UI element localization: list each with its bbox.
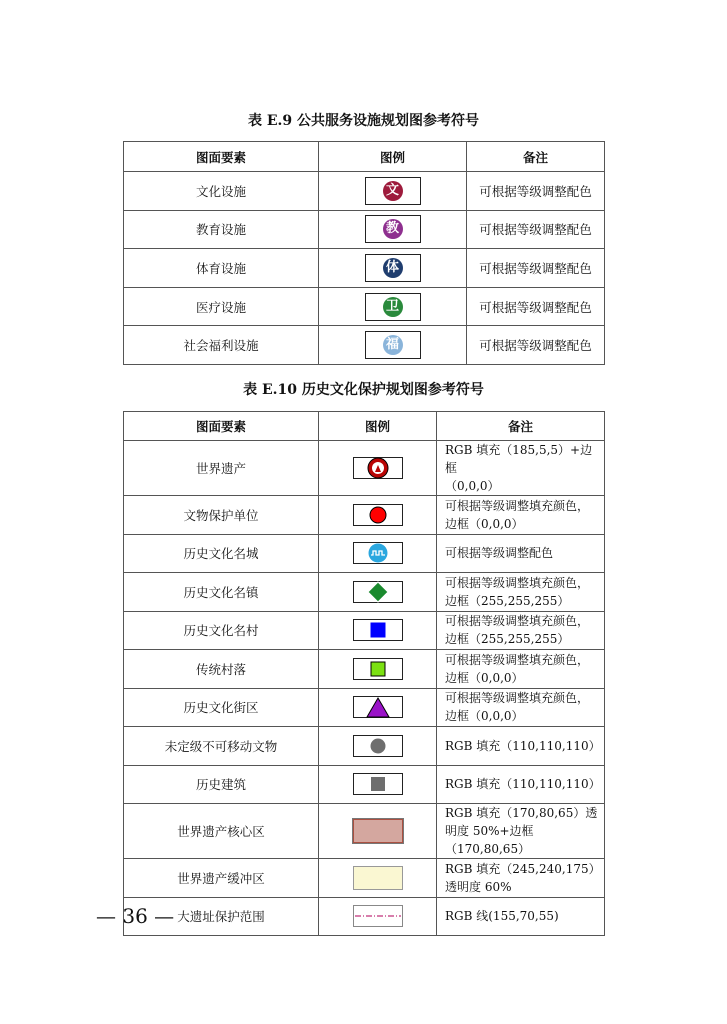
remark: 可根据等级调整配色	[467, 249, 605, 288]
table-row	[124, 573, 605, 612]
table-row	[124, 611, 605, 650]
remark-line-1: 可根据等级调整填充颜色，	[445, 498, 590, 513]
legend-box	[353, 658, 403, 680]
remark-line-1: 可根据等级调整填充颜色，	[445, 575, 590, 590]
element-name: 传统村落	[124, 650, 319, 689]
header-remark: 备注	[437, 412, 605, 441]
core-zone-swatch-icon	[353, 819, 403, 843]
legend-box	[353, 457, 403, 479]
remark-line-1: 可根据等级调整填充颜色，	[445, 691, 590, 706]
element-name: 历史文化街区	[124, 688, 319, 727]
remark-line-1: 可根据等级调整填充颜色，	[445, 614, 590, 629]
remark-line-2: （0,0,0）	[445, 479, 500, 493]
remark	[437, 573, 605, 612]
legend-cell	[319, 172, 467, 211]
page-number: — 36 —	[96, 904, 175, 928]
legend-box	[353, 581, 403, 603]
legend-cell	[319, 650, 437, 689]
element-name: 体育设施	[124, 249, 319, 288]
header-element: 图面要素	[124, 412, 319, 441]
facility-symbol-icon: 体	[383, 258, 403, 278]
remark-line-2: 边框（0,0,0）	[445, 516, 524, 531]
remark-line-2: 边框（0,0,0）	[445, 709, 524, 724]
table-row	[124, 897, 605, 936]
remark-line-1: 可根据等级调整填充颜色，	[445, 652, 590, 667]
element-name: 历史文化名镇	[124, 573, 319, 612]
remark	[437, 534, 605, 573]
table-row	[124, 688, 605, 727]
remark	[437, 859, 605, 898]
legend-cell	[319, 326, 467, 365]
element-name: 世界遗产	[124, 441, 319, 496]
element-name: 教育设施	[124, 210, 319, 249]
legend-cell	[319, 897, 437, 936]
table-row	[124, 249, 605, 288]
table-row	[124, 496, 605, 535]
legend-cell	[319, 496, 437, 535]
legend-cell	[319, 804, 437, 859]
header-element: 图面要素	[124, 142, 319, 172]
header-remark: 备注	[467, 142, 605, 172]
table2-caption: 表 E.10 历史文化保护规划图参考符号	[243, 382, 484, 398]
element-name: 世界遗产核心区	[124, 804, 319, 859]
remark-line-1: 可根据等级调整配色	[445, 546, 554, 561]
legend-cell	[319, 611, 437, 650]
legend-cell	[319, 765, 437, 804]
remark	[437, 804, 605, 859]
element-name: 文物保护单位	[124, 496, 319, 535]
legend-cell	[319, 859, 437, 898]
remark: 可根据等级调整配色	[467, 210, 605, 249]
legend-box	[365, 254, 421, 282]
table-row	[124, 650, 605, 689]
table-row	[124, 765, 605, 804]
buffer-zone-swatch-icon	[353, 866, 403, 890]
legend-box	[353, 619, 403, 641]
element-name: 历史建筑	[124, 765, 319, 804]
remark-line-1: RGB 填充（245,240,175）	[445, 861, 601, 876]
remark-line-2: 边框（0,0,0）	[445, 670, 524, 685]
facility-symbol-icon: 教	[383, 219, 403, 239]
element-name: 世界遗产缓冲区	[124, 859, 319, 898]
table-row	[124, 859, 605, 898]
element-name: 历史文化名村	[124, 611, 319, 650]
table-row	[124, 534, 605, 573]
legend-cell	[319, 287, 467, 326]
remark	[437, 688, 605, 727]
header-legend: 图例	[319, 412, 437, 441]
heritage-table	[123, 411, 605, 936]
remark-line-1: RGB 填充（170,80,65）透	[445, 806, 598, 820]
legend-cell	[319, 573, 437, 612]
table-row	[124, 287, 605, 326]
remark: 可根据等级调整配色	[467, 287, 605, 326]
table-row	[124, 804, 605, 859]
legend-box	[365, 331, 421, 359]
legend-box	[365, 293, 421, 321]
remark	[437, 765, 605, 804]
legend-cell	[319, 534, 437, 573]
element-name: 文化设施	[124, 172, 319, 211]
remark-line-1: RGB 填充（185,5,5）+边框	[445, 443, 593, 475]
remark	[437, 441, 605, 496]
facility-symbol-icon: 福	[383, 335, 403, 355]
header-legend: 图例	[319, 142, 467, 172]
public-service-table	[123, 141, 605, 365]
legend-cell	[319, 688, 437, 727]
legend-cell	[319, 249, 467, 288]
legend-cell	[319, 210, 467, 249]
legend-box	[365, 215, 421, 243]
table-row	[124, 210, 605, 249]
legend-box	[365, 177, 421, 205]
table-row	[124, 727, 605, 766]
legend-cell	[319, 441, 437, 496]
legend-box	[353, 504, 403, 526]
table1-caption: 表 E.9 公共服务设施规划图参考符号	[247, 113, 480, 129]
element-name: 大遗址保护范围	[124, 897, 319, 936]
element-name: 历史文化名城	[124, 534, 319, 573]
remark	[437, 496, 605, 535]
legend-box	[353, 735, 403, 757]
remark	[437, 727, 605, 766]
remark-line-2: 透明度 60%	[445, 879, 512, 894]
remark	[437, 611, 605, 650]
legend-cell	[319, 727, 437, 766]
remark	[437, 897, 605, 936]
table-row	[124, 441, 605, 496]
remark	[437, 650, 605, 689]
legend-box	[353, 542, 403, 564]
remark-line-2: 边框（255,255,255）	[445, 632, 570, 647]
element-name: 社会福利设施	[124, 326, 319, 365]
table-row	[124, 326, 605, 365]
remark: 可根据等级调整配色	[467, 172, 605, 211]
remark-line-2: 边框（255,255,255）	[445, 593, 570, 608]
element-name: 医疗设施	[124, 287, 319, 326]
remark: 可根据等级调整配色	[467, 326, 605, 365]
element-name: 未定级不可移动文物	[124, 727, 319, 766]
facility-symbol-icon: 文	[383, 181, 403, 201]
remark-line-1: RGB 线(155,70,55)	[445, 909, 559, 924]
remark-line-1: RGB 填充（110,110,110）	[445, 738, 601, 753]
legend-box	[353, 696, 403, 718]
facility-symbol-icon: 卫	[383, 297, 403, 317]
remark-line-2: 明度 50%+边框（170,80,65）	[445, 824, 534, 856]
legend-box	[353, 773, 403, 795]
table-row	[124, 172, 605, 211]
remark-line-1: RGB 填充（110,110,110）	[445, 777, 601, 792]
dash-dot-line-icon	[353, 905, 403, 927]
